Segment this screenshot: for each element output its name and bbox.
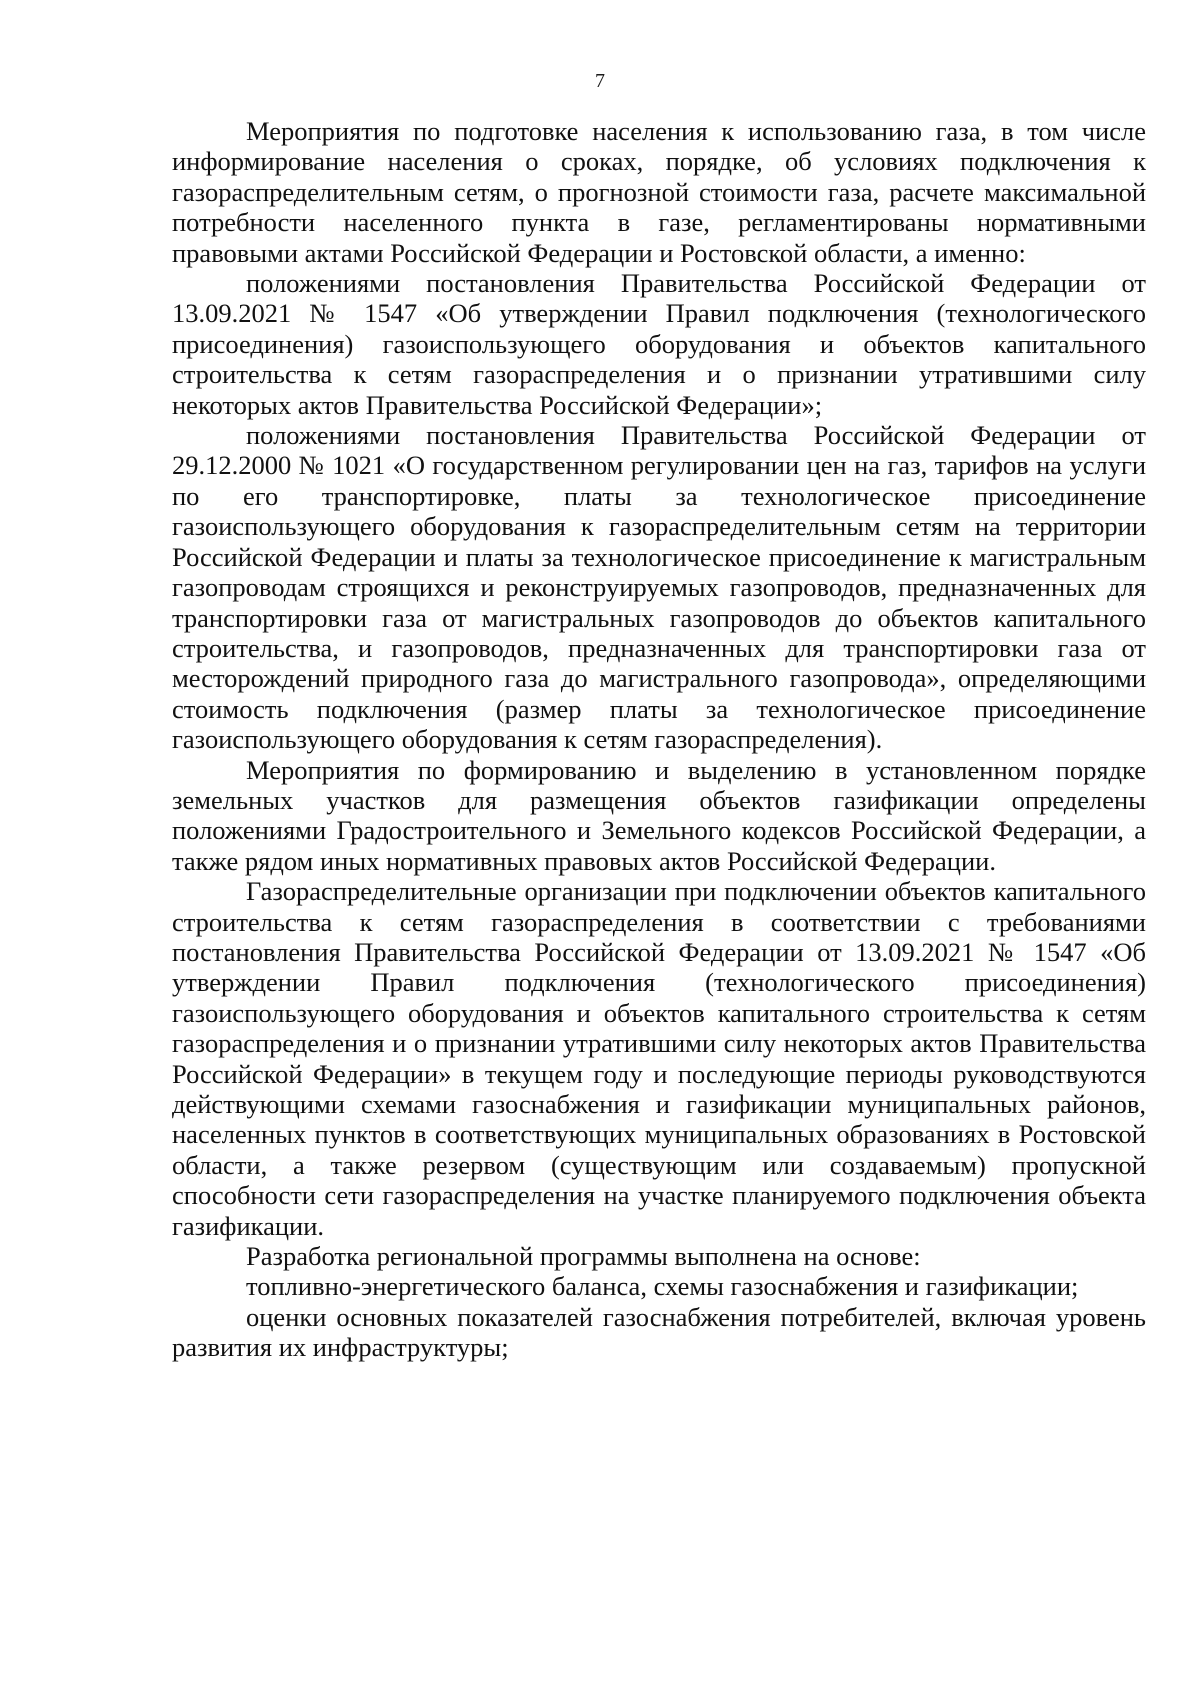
page-number: 7 — [595, 70, 605, 92]
document-body — [172, 116, 1146, 1363]
paragraph-fuel-energy-balance: топливно-энергетического баланса, схемы газоснабжения и газификации; — [246, 1271, 1079, 1302]
paragraph-indicators-assessment: оценки основных показателей газоснабжения потребителей, включая уровень развития их инфраструктуры; — [172, 1301, 1146, 1363]
paragraph-decree-1021: положениями постановления Правительства Российской Федерации от 29.12.2000 № 1021 «О государственном регулировании цен на газ, тарифов на услуги по его транспортировке, платы за технологическое присоединение газоиспользующего оборудования к газораспределительным сетям на территории Российской Федерации и платы за технологическое присоединение к магистральным газопроводам строящихся и реконструируемых газопроводов, предназначенных для транспортировки газа от магистральных газопроводов до объектов капитального строительства, и газопроводов, предназначенных для транспортировки газа от месторождений природного газа до магистрального газопровода», определяющими стоимость подключения (размер платы за технологическое присоединение газоиспользующего оборудования к сетям газораспределения). — [172, 420, 1146, 755]
paragraph-gas-distribution-organizations: Газораспределительные организации при подключении объектов капитального строительства к сетям газораспределения в соответствии с требованиями постановления Правительства Российской Федерации от 13.09.2021 № 1547 «Об утверждении Правил подключения (технологического присоединения) газоиспользующего оборудования и объектов капитального строительства к сетям газораспределения и о признании утратившими силу некоторых актов Правительства Российской Федерации» в текущем году и последующие периоды руководствуются действующими схемами газоснабжения и газификации муниципальных районов, населенных пунктов в соответствующих муниципальных образованиях в Ростовской области, а также резервом (существующим или создаваемым) пропускной способности сети газораспределения на участке планируемого подключения объекта газификации. — [172, 876, 1146, 1241]
paragraph-preparation-measures: Мероприятия по подготовке населения к использованию газа, в том числе информирование населения о сроках, порядке, об условиях подключения к газораспределительным сетям, о прогнозной стоимости газа, расчете максимальной потребности населенного пункта в газе, регламентированы нормативными правовыми актами Российской Федерации и Ростовской области, а именно: — [172, 116, 1146, 268]
paragraph-decree-1547: положениями постановления Правительства Российской Федерации от 13.09.2021 № 1547 «Об утверждении Правил подключения (технологического присоединения) газоиспользующего оборудования и объектов капитального строительства к сетям газораспределения и о признании утратившими силу некоторых актов Правительства Российской Федерации»; — [172, 268, 1146, 420]
paragraph-land-plots: Мероприятия по формированию и выделению в установленном порядке земельных участков для размещения объектов газификации определены положениями Градостроительного и Земельного кодексов Российской Федерации, а также рядом иных нормативных правовых актов Российской Федерации. — [172, 754, 1146, 876]
paragraph-program-basis: Разработка региональной программы выполнена на основе: — [246, 1241, 921, 1272]
